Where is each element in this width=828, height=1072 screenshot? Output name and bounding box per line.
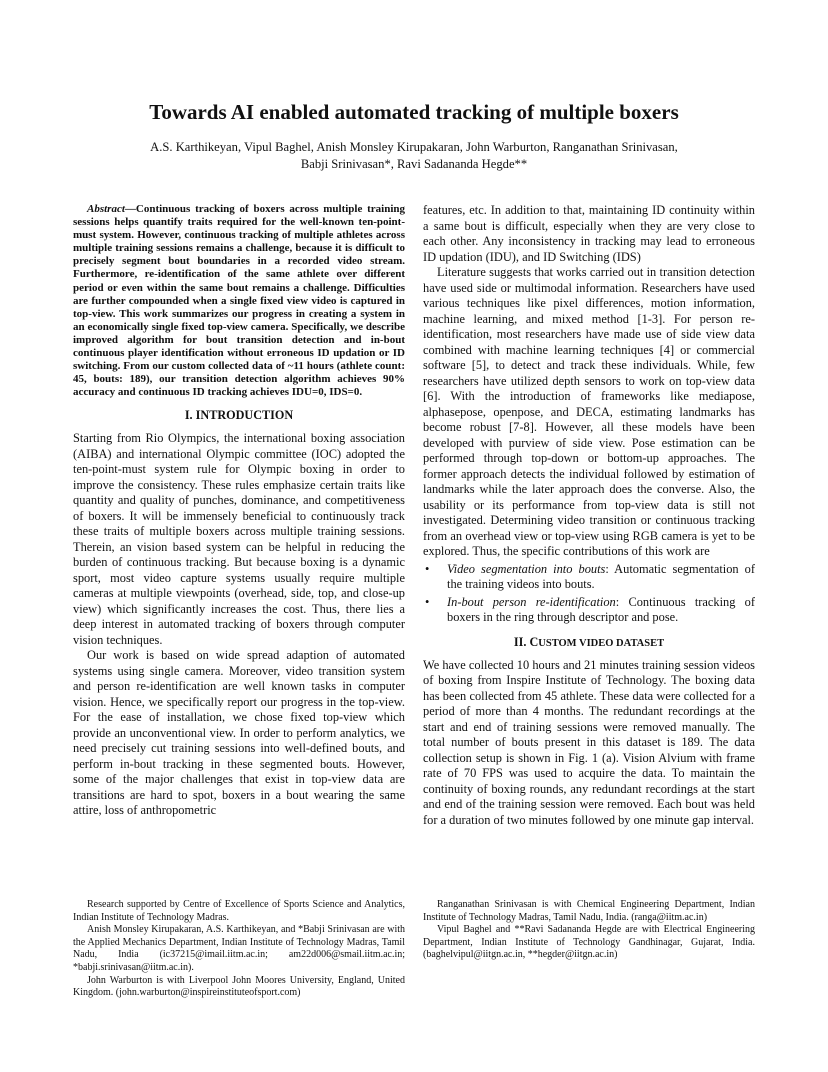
paper-title: Towards AI enabled automated tracking of multiple boxers: [149, 100, 679, 124]
section-heading-rest: USTOM VIDEO DATASET: [538, 637, 665, 649]
section-heading-number: II. C: [513, 634, 539, 649]
list-item: [423, 595, 755, 626]
footnotes-right: [423, 899, 755, 962]
intro-paragraph-3: features, etc. In addition to that, maintaining ID continuity within a same bout is difficult, especially when they are very close to each other. Any inconsistency in tracking may lead to erroneous ID updation (IDU), and ID Switching (IDS): [423, 203, 755, 264]
footnote: Ranganathan Srinivasan is with Chemical Engineering Department, Indian Institute of Technology Madras, Tamil Nadu, India. (ranga@iitm.ac.in): [423, 899, 755, 923]
author-line-2: Babji Srinivasan*, Ravi Sadananda Hegde**: [300, 157, 528, 171]
footnote: John Warburton is with Liverpool John Moores University, England, United Kingdom. (john.warburton@inspireinstituteofsport.com): [73, 974, 405, 999]
intro-paragraph-4: Literature suggests that works carried out in transition detection have used side or multimodal information. Researchers have used various techniques like pixel differences, motion information, machine learning, and mixed method [1-3]. For person re-identification, most researchers have made use of side view data combined with machine learning techniques [4] or commercial software [5], to detect and track these individuals. While, few researchers have utilized depth sensors to work on top-view data [6]. With the introduction of frameworks like mediapose, alphasepose, openpose, and DECA, estimating landmarks has become robust [7-8]. However, all these models have been developed with purview of side view. Pose estimation can be performed through top-down or bottom-up approaches. The former approach detects the individual followed by estimation of landmarks while the later approach does the converse. Also, the usability or its performance from top-view data is still not investigated. Determining video transition or continuous tracking from an overhead view or top-view using RGB camera is yet to be explored. Thus, the specific contributions of this work are: [423, 265, 755, 558]
author-line-1: A.S. Karthikeyan, Vipul Baghel, Anish Monsley Kirupakaran, John Warburton, Ranganathan Srinivasan,: [150, 140, 678, 154]
contribution-text: : Automatic segmentation of the training videos into bouts.: [447, 561, 755, 591]
bullet-marker: •: [425, 561, 430, 576]
abstract-text: —Continuous tracking of boxers across multiple training sessions helps quantify traits required for the well-known ten-point-must system. However, continuous tracking of multiple athletes across multiple training sessions remains a challenge, because it is difficult to precisely segment bout boundaries in a recorded video stream. Furthermore, re-identification of the same athlete over different period or even within the same bout remains a challenge. Difficulties are further compounded when a single fixed view video is captured in top-view. This work summarizes our progress in creating a system in an economically single fixed top-view camera. Specifically, we describe improved algorithm for bout transition detection and in-bout continuous player identification without erroneous ID updation or ID switching. From our custom collected data of ~11 hours (athlete count: 45, bouts: 189), our transition detection algorithm achieves 90% accuracy and continuous ID tracking achieves IDU=0, IDS=0.: [73, 203, 405, 399]
section-heading-introduction: I. INTRODUCTION: [184, 408, 294, 423]
intro-paragraph-1: Starting from Rio Olympics, the international boxing association (AIBA) and international Olympic committee (IOC) adopted the ten-point-must system rule for Olympic boxing in order to improve the consistency. These rules emphasize certain traits like quantity and quality of punches, dominance, and competitiveness of boxers. It will be immensely beneficial to continuously track these traits of multiple boxers across multiple training sessions. Therein, an vision based system can be helpful in reducing the burden of continuous tracking. But because boxing is a dynamic sport, most video capture systems usually require multiple cameras at multiple viewpoints (overhead, side, top, and close-up view) which significantly increases the cost. Thus, there lies a deep interest in automated tracking of boxers through computer vision techniques.: [73, 431, 405, 647]
bullet-marker: •: [425, 594, 430, 609]
contribution-term: In-bout person re-identification: [447, 594, 616, 609]
intro-paragraph-2: Our work is based on wide spread adaption of automated systems using single camera. Moreover, video transition system and person re-identification are well known tasks in computer vision. Hence, we specifically report our progress in the top-view. For the ease of installation, we chose fixed top-view which provide an unconventional view. In order to perform analytics, we need precisely cut training sessions into well-defined bouts, and perform in-bout tracking in these segmented bouts. However, some of the major challenges that exist in top-view data are transitions are hard to spot, boxers in a bout wearing the same attire, loss of anthropometric: [73, 648, 405, 818]
abstract: [73, 203, 405, 399]
footnote: Anish Monsley Kirupakaran, A.S. Karthikeyan, and *Babji Srinivasan are with the Applied Mechanics Department, Indian Institute of Technology Madras, Tamil Nadu, India (ic37215@imail.iitm.ac.in; am22d006@smail.iitm.ac.in; *babji.srinivasan@iitm.ac.in).: [73, 924, 405, 973]
contribution-text: : Continuous tracking of boxers in the ring through descriptor and pose.: [447, 594, 756, 624]
contribution-list: [423, 562, 755, 626]
dataset-paragraph: We have collected 10 hours and 21 minutes training session videos of boxing from Inspire Institute of Technology. The boxing data has been collected from 45 athlete. These data were collected for a period of more than 4 months. The redundant recordings at the start and end of training sessions were removed manually. The total number of bouts present in this dataset is 189. The data collection setup is shown in Fig. 1 (a). Vision Alvium with frame rate of 70 FPS was used to acquire the data. To maintain the continuity of boxing rounds, any redundant recordings at the start and end of the training session were removed. Each bout was held for a duration of two minutes followed by one minute gap interval.: [423, 657, 755, 827]
footnote: Research supported by Centre of Excellence of Sports Science and Analytics, Indian Institute of Technology Madras.: [73, 899, 405, 923]
footnotes-left: [73, 899, 405, 1000]
section-heading-dataset: [423, 635, 755, 650]
abstract-label: Abstract: [87, 203, 125, 215]
contribution-term: Video segmentation into bouts: [447, 561, 606, 576]
left-column: [73, 203, 405, 819]
author-list: [80, 139, 748, 173]
right-column: [423, 203, 755, 828]
footnote: Vipul Baghel and **Ravi Sadananda Hegde are with Electrical Engineering Department, Indian Institute of Technology Gandhinagar, Gujarat, India. (baghelvipul@iitgn.ac.in, **hegder@iitgn.ac.in): [423, 924, 755, 961]
list-item: [423, 562, 755, 593]
